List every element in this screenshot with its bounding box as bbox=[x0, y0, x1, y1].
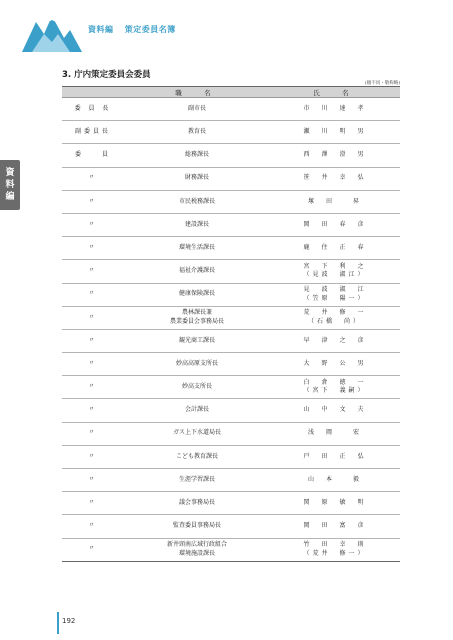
role-cell-text: 〃 bbox=[88, 499, 98, 507]
position-cell-text: 建設課長 bbox=[184, 220, 209, 228]
name-cell-text: 大 野 公 男 bbox=[303, 359, 367, 367]
table-row bbox=[62, 190, 400, 213]
table-row bbox=[62, 469, 400, 492]
role-cell-text: 〃 bbox=[88, 359, 98, 367]
position-cell bbox=[124, 283, 270, 306]
position-cell bbox=[124, 167, 270, 190]
name-cell bbox=[270, 538, 400, 561]
position-cell-text: 生涯学習課長 bbox=[178, 475, 215, 483]
position-cell-text: 副市長 bbox=[187, 104, 206, 112]
table-row bbox=[62, 538, 400, 561]
name-cell-text: 西 澤 澄 男 bbox=[303, 151, 367, 159]
role-cell-text: 〃 bbox=[88, 174, 98, 182]
role-cell-text: 委 員 bbox=[74, 151, 111, 159]
position-cell bbox=[124, 538, 270, 561]
role-cell bbox=[62, 469, 124, 492]
role-cell bbox=[62, 260, 124, 283]
table-row bbox=[62, 144, 400, 167]
position-cell-text: 妙高支所長 bbox=[181, 383, 212, 391]
position-cell bbox=[124, 190, 270, 213]
position-cell-text: 財務課長 bbox=[184, 174, 209, 182]
position-cell-text: 新井頸南広域行政組合 bbox=[166, 541, 227, 549]
table-row bbox=[62, 515, 400, 538]
role-cell bbox=[62, 538, 124, 561]
position-cell bbox=[124, 422, 270, 445]
position-cell bbox=[124, 399, 270, 422]
role-cell bbox=[62, 98, 124, 121]
name-cell bbox=[270, 353, 400, 376]
position-cell-text: 会計課長 bbox=[184, 406, 209, 414]
role-cell-text: 〃 bbox=[88, 452, 98, 460]
table-row bbox=[62, 260, 400, 283]
role-cell bbox=[62, 121, 124, 144]
role-cell-text: 委 員 長 bbox=[74, 104, 112, 112]
role-cell-text: 〃 bbox=[88, 475, 98, 483]
name-cell bbox=[270, 260, 400, 283]
name-cell-text: 見 波 淑 江 bbox=[303, 286, 367, 294]
role-cell-text: 〃 bbox=[88, 313, 98, 321]
position-cell-text: ガス上下水道局長 bbox=[172, 429, 221, 437]
role-cell bbox=[62, 306, 124, 329]
role-cell bbox=[62, 376, 124, 399]
header-title bbox=[88, 24, 184, 35]
name-cell bbox=[270, 445, 400, 468]
position-cell bbox=[124, 445, 270, 468]
mountain-logo-icon bbox=[22, 8, 82, 52]
role-cell-text: 〃 bbox=[88, 197, 98, 205]
table-row bbox=[62, 376, 400, 399]
name-cell bbox=[270, 144, 400, 167]
table-row bbox=[62, 213, 400, 236]
name-cell bbox=[270, 329, 400, 352]
header-category: 資料編 bbox=[88, 25, 114, 34]
position-cell-text: 農林課長兼 bbox=[181, 309, 212, 317]
role-cell bbox=[62, 283, 124, 306]
role-cell-text: 〃 bbox=[88, 522, 98, 530]
name-cell-text: 関 原 敏 明 bbox=[303, 499, 367, 507]
name-cell-text: 岡 田 富 彦 bbox=[303, 522, 367, 530]
role-cell-text: 〃 bbox=[88, 243, 98, 251]
position-cell-text: 総務課長 bbox=[184, 151, 209, 159]
role-cell-text: 〃 bbox=[88, 290, 98, 298]
position-cell-text: 観光商工課長 bbox=[178, 336, 215, 344]
name-cell-text: 岡 田 春 彦 bbox=[303, 220, 367, 228]
table-row bbox=[62, 237, 400, 260]
name-cell bbox=[270, 283, 400, 306]
position-cell-text: 監査委員事務局長 bbox=[172, 522, 221, 530]
table-row bbox=[62, 445, 400, 468]
position-cell-text: 環境生活課長 bbox=[178, 243, 215, 251]
name-cell bbox=[270, 515, 400, 538]
name-cell-text: 荒 井 修 一 bbox=[303, 309, 367, 317]
table-row bbox=[62, 492, 400, 515]
name-cell bbox=[270, 98, 400, 121]
name-cell-text: 宮 下 利 之 bbox=[303, 262, 367, 270]
position-cell bbox=[124, 353, 270, 376]
role-cell-text: 〃 bbox=[88, 220, 98, 228]
role-cell-text: 副委員長 bbox=[74, 128, 111, 136]
position-cell-text: 農業委員会事務局長 bbox=[169, 317, 224, 325]
role-cell bbox=[62, 445, 124, 468]
position-cell bbox=[124, 213, 270, 236]
name-cell-text: 塚 田 昇 bbox=[307, 197, 362, 205]
name-cell-text: 戸 田 正 弘 bbox=[303, 452, 367, 460]
name-cell bbox=[270, 469, 400, 492]
name-cell bbox=[270, 376, 400, 399]
table-row bbox=[62, 353, 400, 376]
name-cell-text: 市 川 達 孝 bbox=[303, 104, 367, 112]
header-band bbox=[0, 0, 453, 60]
name-cell-text: 鹿 住 正 春 bbox=[303, 243, 367, 251]
name-cell bbox=[270, 399, 400, 422]
position-cell-text: 福祉介護課長 bbox=[178, 267, 215, 275]
name-cell-text: （笠原 陽一） bbox=[303, 294, 367, 302]
role-cell-text: 〃 bbox=[88, 429, 98, 437]
role-cell-text: 〃 bbox=[88, 545, 98, 553]
name-cell-text: （荒井 修一） bbox=[303, 549, 367, 557]
name-cell bbox=[270, 422, 400, 445]
role-cell bbox=[62, 144, 124, 167]
role-cell-text: 〃 bbox=[88, 406, 98, 414]
role-cell bbox=[62, 422, 124, 445]
side-tab-char: 編 bbox=[5, 192, 15, 202]
table-row bbox=[62, 329, 400, 352]
name-cell-text: 笹 井 幸 弘 bbox=[303, 174, 367, 182]
name-cell bbox=[270, 190, 400, 213]
role-cell bbox=[62, 399, 124, 422]
position-cell-text: 議会事務局長 bbox=[178, 499, 215, 507]
name-cell-text: 瀬 川 明 男 bbox=[303, 128, 367, 136]
name-cell bbox=[270, 167, 400, 190]
position-cell bbox=[124, 329, 270, 352]
position-cell-text: 健康保険課長 bbox=[178, 290, 215, 298]
section-title: 3. 庁内策定委員会委員 bbox=[62, 70, 151, 80]
position-cell-text: 妙高高原支所長 bbox=[175, 359, 218, 367]
side-tab[interactable] bbox=[0, 160, 20, 210]
name-cell-text: （石橋 尚） bbox=[307, 317, 362, 325]
table-header-row bbox=[62, 87, 400, 98]
header-role bbox=[62, 87, 124, 98]
table-note: (順不同・敬称略) bbox=[364, 81, 400, 86]
name-cell-text: 山 本 毅 bbox=[307, 475, 362, 483]
position-cell bbox=[124, 237, 270, 260]
position-cell bbox=[124, 376, 270, 399]
table-row bbox=[62, 306, 400, 329]
name-cell-text: 山 中 文 夫 bbox=[303, 406, 367, 414]
page-number-bar bbox=[57, 612, 59, 634]
role-cell bbox=[62, 329, 124, 352]
header-position: 職 名 bbox=[124, 87, 270, 98]
table-row bbox=[62, 121, 400, 144]
committee-table bbox=[62, 86, 400, 562]
position-cell bbox=[124, 469, 270, 492]
role-cell bbox=[62, 190, 124, 213]
position-cell bbox=[124, 144, 270, 167]
role-cell bbox=[62, 353, 124, 376]
name-cell-text: （見波 淑江） bbox=[303, 271, 367, 279]
role-cell-text: 〃 bbox=[88, 383, 98, 391]
table-row bbox=[62, 98, 400, 121]
position-cell-text: 環境施設課長 bbox=[178, 549, 215, 557]
name-cell-text: 白 倉 徳 一 bbox=[303, 378, 367, 386]
position-cell-text: 教育長 bbox=[187, 128, 206, 136]
name-cell-text: 早 津 之 彦 bbox=[303, 336, 367, 344]
position-cell bbox=[124, 260, 270, 283]
position-cell bbox=[124, 492, 270, 515]
side-tab-char: 資 bbox=[5, 168, 15, 178]
role-cell-text: 〃 bbox=[88, 267, 98, 275]
position-cell bbox=[124, 98, 270, 121]
name-cell bbox=[270, 492, 400, 515]
page-number: 192 bbox=[62, 617, 76, 625]
name-cell-text: 浅 岡 宏 bbox=[307, 429, 362, 437]
role-cell-text: 〃 bbox=[88, 336, 98, 344]
name-cell bbox=[270, 306, 400, 329]
name-cell bbox=[270, 121, 400, 144]
position-cell bbox=[124, 121, 270, 144]
position-cell bbox=[124, 515, 270, 538]
position-cell-text: こども教育課長 bbox=[175, 452, 218, 460]
name-cell bbox=[270, 213, 400, 236]
role-cell bbox=[62, 237, 124, 260]
name-cell-text: 竹 田 幸 則 bbox=[303, 541, 367, 549]
name-cell bbox=[270, 237, 400, 260]
role-cell bbox=[62, 167, 124, 190]
role-cell bbox=[62, 492, 124, 515]
table-row bbox=[62, 399, 400, 422]
role-cell bbox=[62, 515, 124, 538]
name-cell-text: （宮下 義嗣） bbox=[303, 387, 367, 395]
position-cell-text: 市民税務課長 bbox=[178, 197, 215, 205]
table-row bbox=[62, 167, 400, 190]
table-row bbox=[62, 422, 400, 445]
role-cell bbox=[62, 213, 124, 236]
table-row bbox=[62, 283, 400, 306]
side-tab-char: 料 bbox=[5, 180, 15, 190]
position-cell bbox=[124, 306, 270, 329]
header-subtitle: 策定委員名簿 bbox=[124, 25, 176, 34]
header-name: 氏 名 bbox=[270, 87, 400, 98]
